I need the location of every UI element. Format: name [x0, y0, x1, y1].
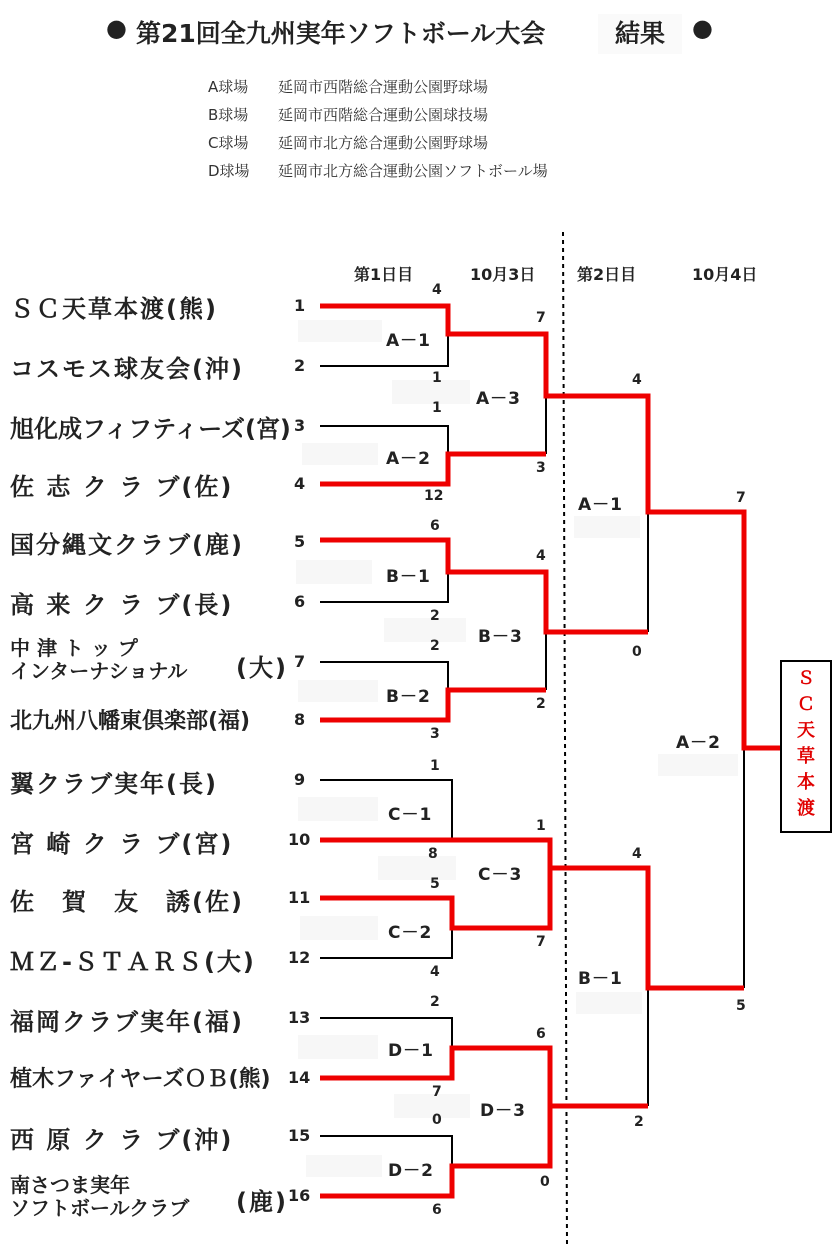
- match-semi-a1: A－1: [578, 495, 623, 515]
- venue-name: 延岡市西階総合運動公園球技場: [278, 106, 489, 124]
- seed-8: 8: [294, 710, 306, 729]
- venue-name: 延岡市西階総合運動公園野球場: [278, 78, 489, 96]
- team-16: [10, 1174, 189, 1220]
- blank-box: [384, 618, 466, 642]
- team-14: 植木ファイヤーズＯＢ(熊): [10, 1067, 271, 1092]
- team-3: 旭化成フィフティーズ(宮): [10, 415, 291, 443]
- venue-label: B球場: [208, 106, 249, 124]
- blank-box: [298, 797, 378, 821]
- team-7-pref: (大): [236, 654, 288, 682]
- team-9: 翼クラブ実年(長): [10, 770, 218, 798]
- score-r1-11: 5: [430, 876, 440, 892]
- venue-name: 延岡市北方総合運動公園野球場: [278, 134, 489, 152]
- score-r2-8: 0: [540, 1174, 550, 1190]
- day-separator: [563, 232, 567, 1245]
- team-6: 高 来 ク ラ ブ(長): [10, 591, 234, 619]
- team-2: コスモス球友会(沖): [10, 355, 244, 383]
- score-semi-1: 4: [632, 372, 642, 388]
- match-b1: B－1: [386, 567, 431, 587]
- blank-box: [576, 992, 642, 1014]
- match-d3: D－3: [480, 1101, 526, 1121]
- team-12: ＭＺ-ＳＴＡＲＳ(大): [10, 948, 256, 976]
- score-final-2: 5: [736, 998, 746, 1014]
- blank-box: [296, 560, 372, 584]
- match-final-a2: A－2: [676, 733, 721, 753]
- score-r1-13: 2: [430, 994, 440, 1010]
- team-10: 宮 崎 ク ラ ブ(宮): [10, 830, 234, 858]
- team-8: 北九州八幡東倶楽部(福): [10, 709, 251, 734]
- score-r1-1: 4: [432, 282, 442, 298]
- match-b3: B－3: [478, 627, 523, 647]
- team-1: ＳＣ天草本渡(熊): [10, 295, 218, 323]
- score-r2-5: 1: [536, 818, 546, 834]
- title-bullet-right-icon: ●: [692, 14, 713, 42]
- score-r1-8: 3: [430, 726, 440, 742]
- seed-16: 16: [288, 1186, 311, 1205]
- score-r2-6: 7: [536, 934, 546, 950]
- seed-13: 13: [288, 1008, 311, 1027]
- score-r1-4: 12: [424, 488, 444, 504]
- page-title: 第21回全九州実年ソフトボール大会: [136, 19, 546, 48]
- score-final-1: 7: [736, 490, 746, 506]
- score-r1-16: 6: [432, 1202, 442, 1218]
- seed-15: 15: [288, 1126, 311, 1145]
- score-r1-12: 4: [430, 964, 440, 980]
- team-7: [10, 637, 187, 683]
- match-a3: A－3: [476, 389, 521, 409]
- blank-box: [658, 754, 738, 776]
- page-title-suffix: 結果: [598, 14, 682, 54]
- match-c1: C－1: [388, 805, 433, 825]
- score-r2-4: 2: [536, 696, 546, 712]
- team-4: 佐 志 ク ラ ブ(佐): [10, 473, 234, 501]
- blank-box: [298, 680, 378, 702]
- seed-12: 12: [288, 948, 311, 967]
- team-16-line2: ソフトボールクラブ: [10, 1196, 190, 1220]
- score-semi-3: 4: [632, 846, 642, 862]
- blank-box: [392, 380, 470, 404]
- header-day1: 第1日目: [354, 265, 414, 284]
- match-c3: C－3: [478, 865, 523, 885]
- score-r1-10: 8: [428, 846, 438, 862]
- score-r2-3: 4: [536, 548, 546, 564]
- header-date2: 10月4日: [692, 265, 758, 284]
- score-r1-7: 2: [430, 638, 440, 654]
- seed-2: 2: [294, 356, 306, 375]
- team-5: 国分縄文クラブ(鹿): [10, 531, 244, 559]
- blank-box: [378, 856, 456, 880]
- venue-label: A球場: [208, 78, 249, 96]
- score-r1-15: 0: [432, 1112, 442, 1128]
- venue-name: 延岡市北方総合運動公園ソフトボール場: [278, 162, 548, 180]
- blank-box: [298, 1035, 378, 1059]
- seed-9: 9: [294, 770, 306, 789]
- venue-label: D球場: [208, 162, 250, 180]
- match-a1: A－1: [386, 331, 431, 351]
- team-16-line1: 南さつま実年: [10, 1173, 130, 1197]
- blank-box: [574, 516, 640, 538]
- seed-6: 6: [294, 592, 306, 611]
- seed-4: 4: [294, 474, 306, 493]
- venue-label: C球場: [208, 134, 249, 152]
- team-7-line1: 中 津 ト ッ プ: [10, 636, 138, 660]
- seed-7: 7: [294, 652, 306, 671]
- seed-10: 10: [288, 830, 311, 849]
- team-11: 佐 賀 友 誘(佐): [10, 888, 244, 916]
- blank-box: [302, 443, 378, 465]
- score-semi-2: 0: [632, 644, 642, 660]
- score-r2-2: 3: [536, 460, 546, 476]
- match-d2: D－2: [388, 1161, 434, 1181]
- team-16-pref: (鹿): [236, 1188, 288, 1216]
- champion-name: Ｓ Ｃ 天 草 本 渡: [797, 668, 815, 819]
- score-r1-2: 1: [432, 370, 442, 386]
- score-semi-4: 2: [634, 1114, 644, 1130]
- match-b2: B－2: [386, 687, 431, 707]
- title-bullet-left-icon: ●: [106, 14, 127, 42]
- seed-3: 3: [294, 416, 306, 435]
- score-r1-3: 1: [432, 400, 442, 416]
- score-r1-9: 1: [430, 758, 440, 774]
- seed-14: 14: [288, 1068, 311, 1087]
- score-r2-7: 6: [536, 1026, 546, 1042]
- match-d1: D－1: [388, 1041, 434, 1061]
- score-r2-1: 7: [536, 310, 546, 326]
- blank-box: [306, 1155, 382, 1177]
- match-a2: A－2: [386, 449, 431, 469]
- team-7-line2: インターナショナル: [10, 659, 188, 683]
- seed-5: 5: [294, 532, 306, 551]
- score-r1-5: 6: [430, 518, 440, 534]
- score-r1-6: 2: [430, 608, 440, 624]
- seed-11: 11: [288, 888, 311, 907]
- match-semi-b1: B－1: [578, 969, 623, 989]
- match-c2: C－2: [388, 923, 433, 943]
- seed-1: 1: [294, 296, 306, 315]
- header-day2: 第2日目: [577, 265, 637, 284]
- blank-box: [300, 916, 378, 940]
- team-15: 西 原 ク ラ ブ(沖): [10, 1126, 234, 1154]
- header-date1: 10月3日: [470, 265, 536, 284]
- blank-box: [298, 320, 382, 342]
- score-r1-14: 7: [432, 1084, 442, 1100]
- team-13: 福岡クラブ実年(福): [10, 1008, 244, 1036]
